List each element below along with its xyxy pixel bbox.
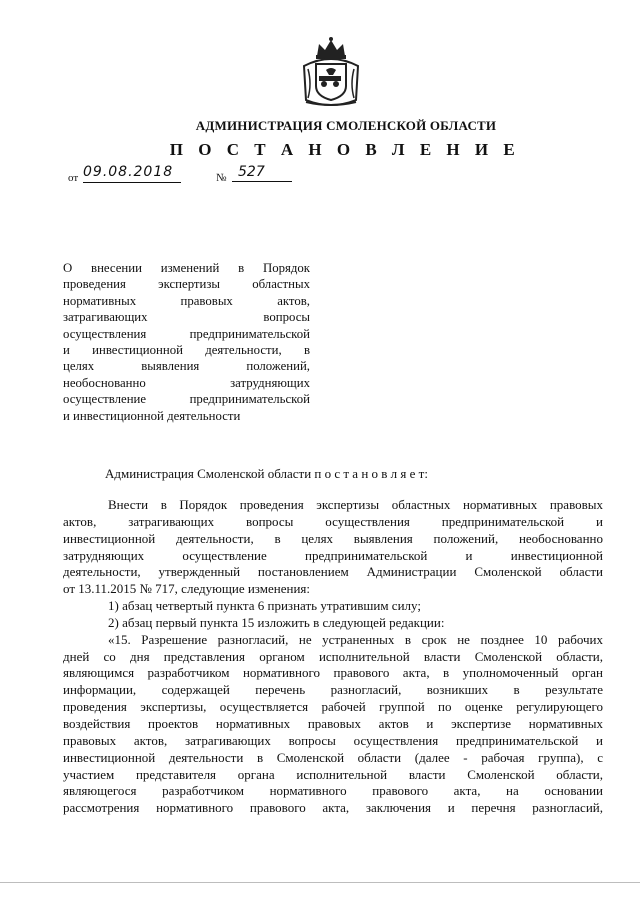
subject-line: и инвестиционной деятельности, в [63,343,310,358]
body-line: Внести в Порядок проведения экспертизы областных нормативных правовых [108,497,603,512]
subject-line: необоснованно затрудняющих [63,375,310,390]
date-prefix: от [68,172,79,184]
body-line: являющимся разработчиком нормативного правового акта, в уполномоченный орган [63,665,603,681]
organization-name: АДМИНИСТРАЦИЯ СМОЛЕНСКОЙ ОБЛАСТИ [195,118,497,133]
subject-line: и инвестиционной деятельности [63,408,241,423]
body-line: деятельности, утвержденный постановлением Администрации Смоленской области [63,564,603,580]
document-type-title: П О С Т А Н О В Л Е Н И Е [169,140,521,159]
body-line: правовых актов, затрагивающих вопросы осуществления предпринимательской и [63,732,603,748]
subject-line: О внесении изменений в Порядок [63,261,310,275]
body-line: являющегося разработчиком нормативного правового акта, на основании [63,783,603,799]
document-subject [63,260,310,424]
subject-line: проведения экспертизы областных [63,277,310,292]
body-line: «15. Разрешение разногласий, не устраненных в срок не позднее 10 рабочих [108,631,603,647]
body-line: дней со дня представления органом исполнительной власти Смоленской области, [63,648,603,664]
body-line: участием представителя органа исполнительной власти Смоленской области, [63,766,603,782]
body-line: от 13.11.2015 № 717, следующие изменения: [63,581,310,597]
body-line: 1) абзац четвертый пункта 6 признать утратившим силу; [108,598,421,614]
number-label: № [216,172,227,184]
page-bottom-edge [0,882,640,883]
subject-line: затрагивающих вопросы [63,310,310,325]
subject-line: нормативных правовых актов, [63,293,310,308]
coat-of-arms-icon [298,36,364,108]
document-date: 09.08.2018 [83,164,181,183]
body-line: информации, содержащей перечень разногласий, возникших в результате [63,682,603,698]
body-line: инвестиционной деятельности, в целях выявления положений, необоснованно [63,530,603,546]
subject-line: осуществление предпринимательской [63,392,310,407]
decree-statement: Администрация Смоленской области п о с т а н о в л я е т: [105,466,428,481]
subject-line: осуществления предпринимательской [63,326,310,341]
body-line: воздействия проектов нормативных правовых актов и экспертизе нормативных [63,715,603,731]
body-line: актов, затрагивающих вопросы осуществления предпринимательской и [63,513,603,529]
body-line: проведения экспертизы, осуществляется рабочей группой по оценке регулирующего [63,699,603,715]
document-number: 527 [232,164,292,182]
document-body [63,497,603,817]
body-line: затрудняющих осуществление предпринимательской и инвестиционной [63,547,603,563]
body-line: инвестиционной деятельности в Смоленской области (далее - рабочая группа), с [63,749,603,765]
body-line: рассмотрения нормативного правового акта, заключения и перечня разногласий, [63,800,603,816]
body-line: 2) абзац первый пункта 15 изложить в следующей редакции: [108,614,445,630]
subject-line: целях выявления положений, [63,359,310,374]
